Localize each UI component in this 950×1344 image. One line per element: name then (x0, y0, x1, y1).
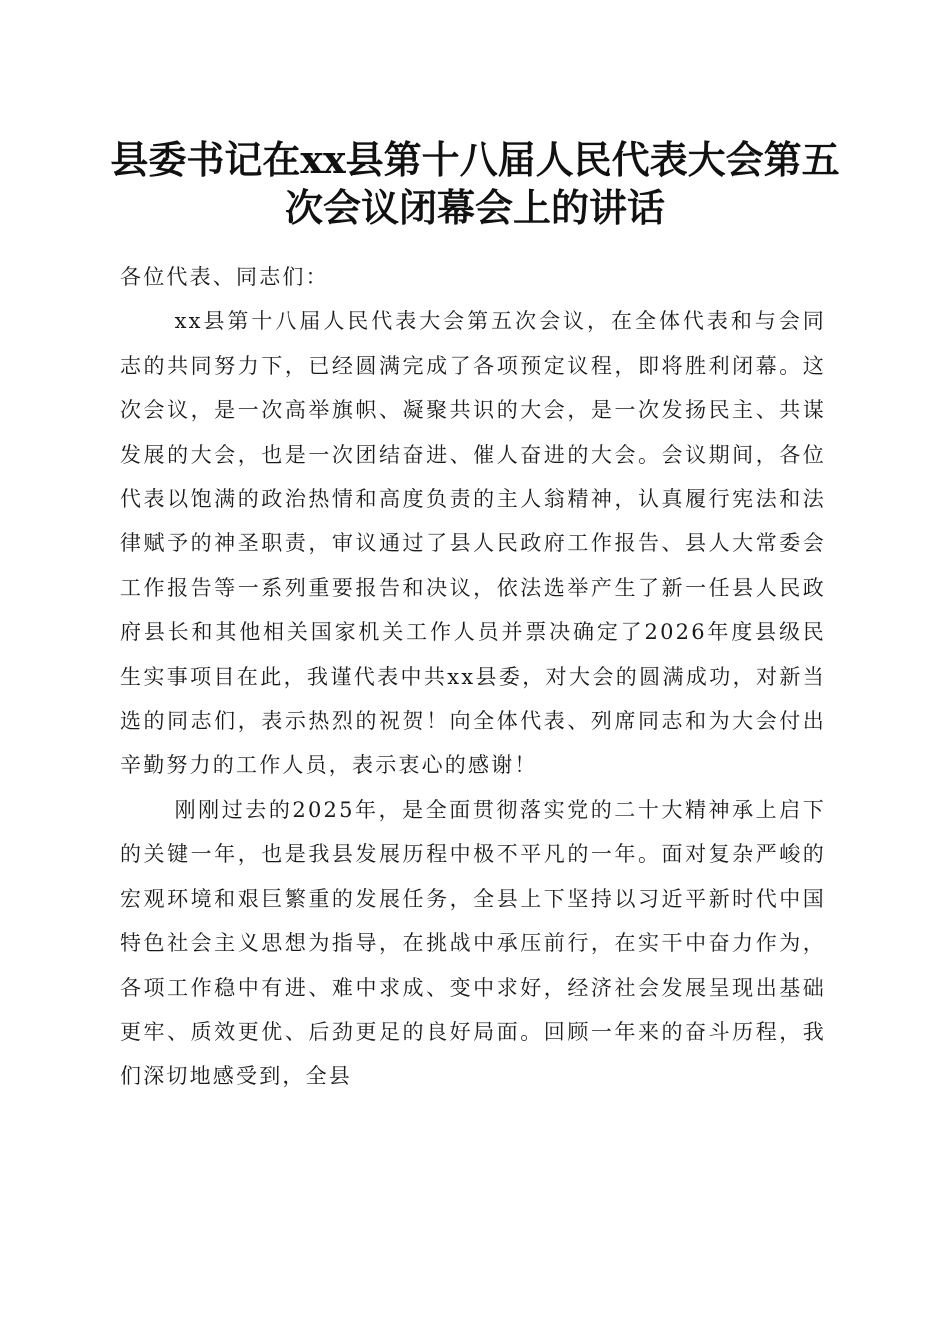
paragraph-1: xx县第十八届人民代表大会第五次会议，在全体代表和与会同志的共同努力下，已经圆满完成了各项预定议程，即将胜利闭幕。这次会议，是一次高举旗帜、凝聚共识的大会，是一次发扬民主、共谋发展的大会，也是一次团结奋进、催人奋进的大会。会议期间，各位代表以饱满的政治热情和高度负责的主人翁精神，认真履行宪法和法律赋予的神圣职责，审议通过了县人民政府工作报告、县人大常委会工作报告等一系列重要报告和决议，依法选举产生了新一任县人民政府县长和其他相关国家机关工作人员并票决确定了2026年度县级民生实事项目在此，我谨代表中共xx县委，对大会的圆满成功，对新当选的同志们，表示热烈的祝贺！向全体代表、列席同志和为大会付出辛勤努力的工作人员，表示衷心的感谢！ (120, 309, 826, 778)
document-body (120, 255, 826, 1099)
document-title: 县委书记在xx县第十八届人民代表大会第五次会议闭幕会上的讲话 (110, 137, 840, 230)
paragraph-2: 刚刚过去的2025年，是全面贯彻落实党的二十大精神承上启下的关键一年，也是我县发展历程中极不平凡的一年。面对复杂严峻的宏观环境和艰巨繁重的发展任务，全县上下坚持以习近平新时代中国特色社会主义思想为指导，在挑战中承压前行，在实干中奋力作为，各项工作稳中有进、难中求成、变中求好，经济社会发展呈现出基础更牢、质效更优、后劲更足的良好局面。回顾一年来的奋斗历程，我们深切地感受到，全县 (120, 797, 826, 1089)
salutation: 各位代表、同志们： (120, 265, 329, 289)
